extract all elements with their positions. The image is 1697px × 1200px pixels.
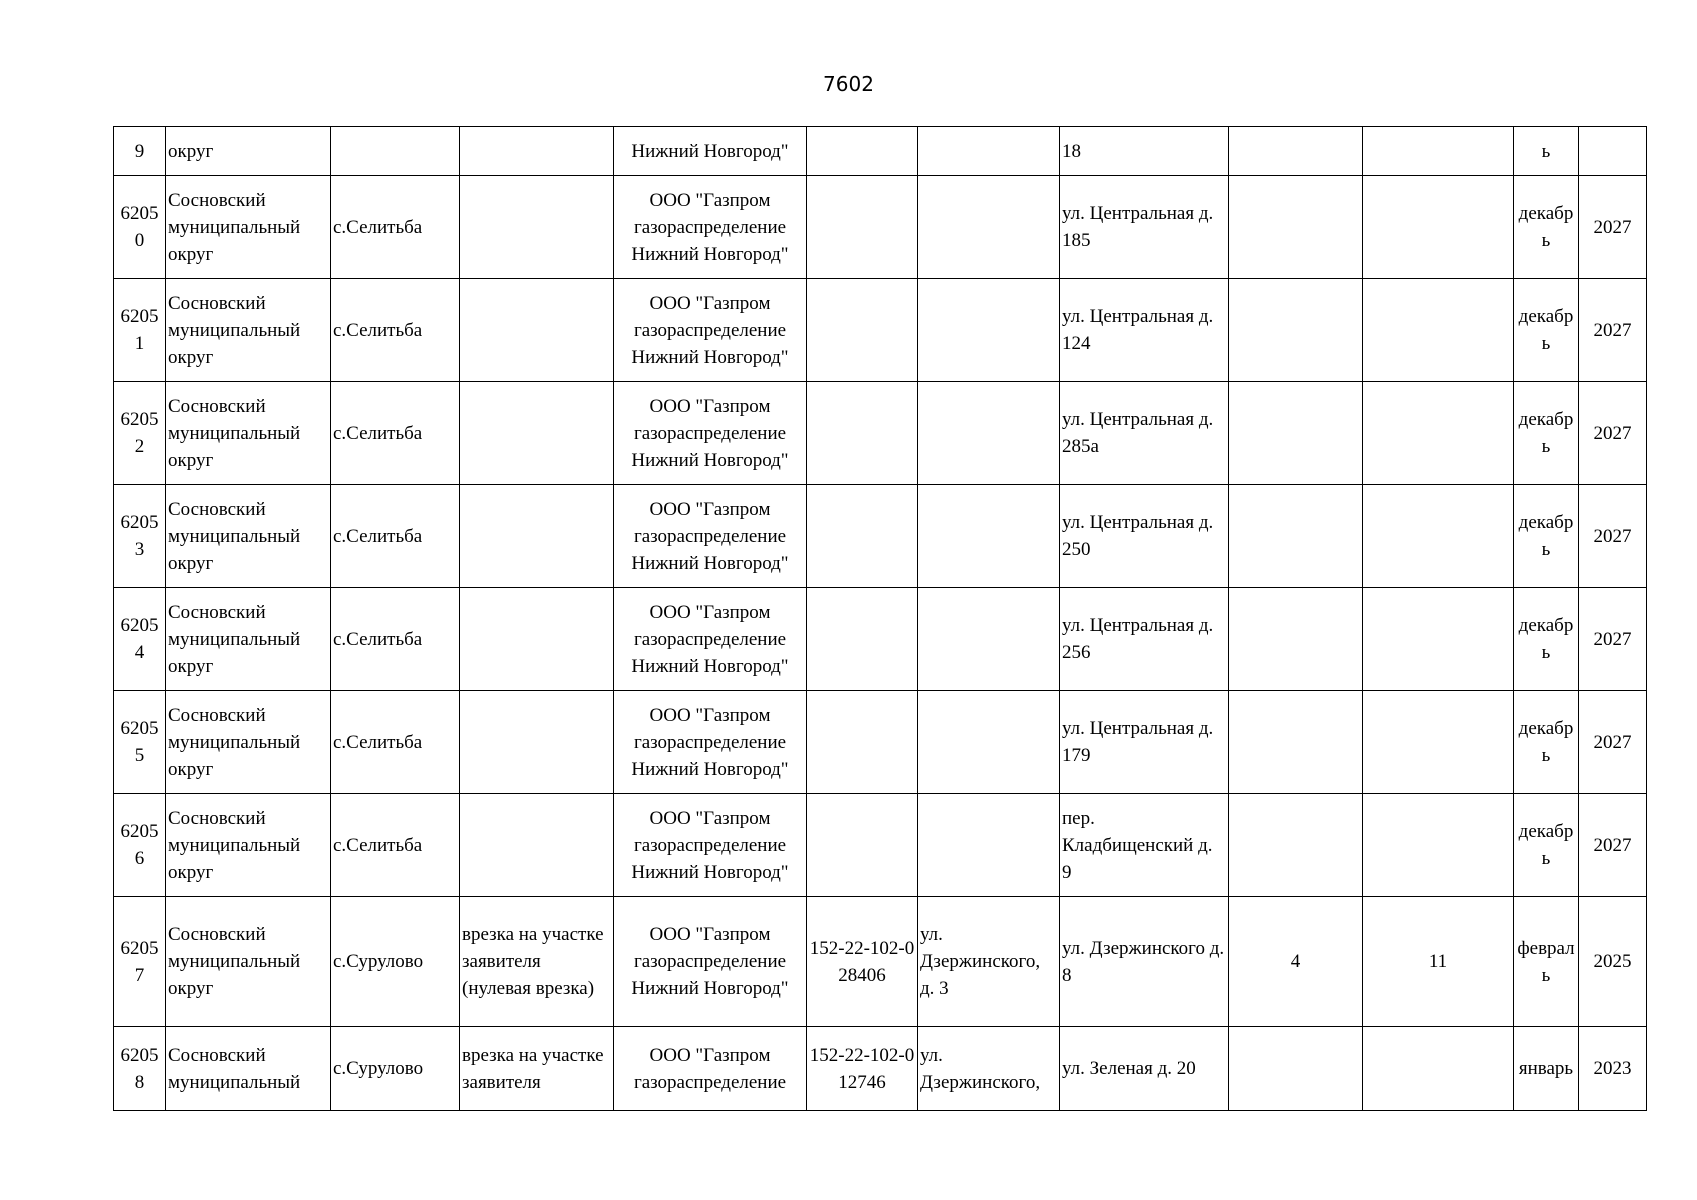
year-cell: 2027 — [1579, 382, 1647, 485]
address-to-cell: ул. Центральная д. 179 — [1060, 691, 1229, 794]
address-from-cell: ул. Дзержинского, — [918, 1027, 1060, 1111]
address-to-cell: ул. Центральная д. 250 — [1060, 485, 1229, 588]
organization-cell: ООО "Газпром газораспределение Нижний Новгород" — [614, 691, 807, 794]
locality-cell: с.Селитьба — [331, 485, 460, 588]
organization-cell: ООО "Газпром газораспределение Нижний Новгород" — [614, 588, 807, 691]
district-cell: округ — [166, 127, 331, 176]
object-code-cell — [807, 691, 918, 794]
quantity-cell — [1229, 1027, 1363, 1111]
address-from-cell — [918, 176, 1060, 279]
table-row — [114, 691, 1647, 794]
row-number-cell: 62050 — [114, 176, 166, 279]
organization-cell: ООО "Газпром газораспределение Нижний Новгород" — [614, 794, 807, 897]
table-row — [114, 382, 1647, 485]
district-cell: Сосновский муниципальный округ — [166, 588, 331, 691]
connection-method-cell — [460, 127, 614, 176]
month-cell: декабрь — [1514, 794, 1579, 897]
row-number-cell: 62051 — [114, 279, 166, 382]
value-cell — [1363, 588, 1514, 691]
year-cell: 2027 — [1579, 794, 1647, 897]
value-cell — [1363, 1027, 1514, 1111]
month-cell: ь — [1514, 127, 1579, 176]
row-number-cell: 62056 — [114, 794, 166, 897]
district-cell: Сосновский муниципальный округ — [166, 897, 331, 1027]
year-cell: 2027 — [1579, 691, 1647, 794]
address-from-cell — [918, 691, 1060, 794]
quantity-cell — [1229, 485, 1363, 588]
connection-method-cell — [460, 794, 614, 897]
row-number-cell: 9 — [114, 127, 166, 176]
address-from-cell — [918, 588, 1060, 691]
quantity-cell — [1229, 127, 1363, 176]
address-to-cell: ул. Центральная д. 285а — [1060, 382, 1229, 485]
quantity-cell — [1229, 279, 1363, 382]
organization-cell: ООО "Газпром газораспределение Нижний Новгород" — [614, 485, 807, 588]
organization-cell: ООО "Газпром газораспределение Нижний Новгород" — [614, 176, 807, 279]
value-cell — [1363, 382, 1514, 485]
quantity-cell — [1229, 176, 1363, 279]
row-number-cell: 62053 — [114, 485, 166, 588]
month-cell: декабрь — [1514, 176, 1579, 279]
address-to-cell: ул. Центральная д. 185 — [1060, 176, 1229, 279]
quantity-cell: 4 — [1229, 897, 1363, 1027]
month-cell: декабрь — [1514, 279, 1579, 382]
row-number-cell: 62057 — [114, 897, 166, 1027]
year-cell: 2025 — [1579, 897, 1647, 1027]
month-cell: декабрь — [1514, 588, 1579, 691]
locality-cell: с.Селитьба — [331, 691, 460, 794]
table-row — [114, 588, 1647, 691]
locality-cell: с.Селитьба — [331, 176, 460, 279]
value-cell — [1363, 176, 1514, 279]
address-from-cell — [918, 279, 1060, 382]
district-cell: Сосновский муниципальный — [166, 1027, 331, 1111]
connection-method-cell — [460, 382, 614, 485]
data-table — [113, 126, 1647, 1111]
page-number: 7602 — [823, 72, 874, 96]
connection-method-cell — [460, 485, 614, 588]
year-cell — [1579, 127, 1647, 176]
row-number-cell: 62054 — [114, 588, 166, 691]
table-row — [114, 485, 1647, 588]
district-cell: Сосновский муниципальный округ — [166, 485, 331, 588]
object-code-cell — [807, 588, 918, 691]
object-code-cell — [807, 279, 918, 382]
locality-cell: с.Сурулово — [331, 1027, 460, 1111]
month-cell: декабрь — [1514, 485, 1579, 588]
address-from-cell — [918, 382, 1060, 485]
locality-cell: с.Селитьба — [331, 588, 460, 691]
table-row — [114, 794, 1647, 897]
locality-cell: с.Селитьба — [331, 794, 460, 897]
locality-cell — [331, 127, 460, 176]
quantity-cell — [1229, 382, 1363, 485]
month-cell: декабрь — [1514, 691, 1579, 794]
value-cell — [1363, 794, 1514, 897]
locality-cell: с.Сурулово — [331, 897, 460, 1027]
table-row — [114, 897, 1647, 1027]
value-cell — [1363, 691, 1514, 794]
quantity-cell — [1229, 691, 1363, 794]
connection-method-cell — [460, 176, 614, 279]
month-cell: январь — [1514, 1027, 1579, 1111]
month-cell: февраль — [1514, 897, 1579, 1027]
object-code-cell — [807, 485, 918, 588]
locality-cell: с.Селитьба — [331, 279, 460, 382]
organization-cell: ООО "Газпром газораспределение — [614, 1027, 807, 1111]
connection-method-cell: врезка на участке заявителя (нулевая врезка) — [460, 897, 614, 1027]
year-cell: 2027 — [1579, 588, 1647, 691]
address-to-cell: 18 — [1060, 127, 1229, 176]
district-cell: Сосновский муниципальный округ — [166, 176, 331, 279]
object-code-cell: 152-22-102-012746 — [807, 1027, 918, 1111]
table-row — [114, 279, 1647, 382]
district-cell: Сосновский муниципальный округ — [166, 691, 331, 794]
quantity-cell — [1229, 794, 1363, 897]
row-number-cell: 62055 — [114, 691, 166, 794]
year-cell: 2027 — [1579, 485, 1647, 588]
connection-method-cell: врезка на участке заявителя — [460, 1027, 614, 1111]
value-cell: 11 — [1363, 897, 1514, 1027]
table-row — [114, 1027, 1647, 1111]
quantity-cell — [1229, 588, 1363, 691]
object-code-cell — [807, 794, 918, 897]
connection-method-cell — [460, 691, 614, 794]
organization-cell: Нижний Новгород" — [614, 127, 807, 176]
address-to-cell: пер. Кладбищенский д. 9 — [1060, 794, 1229, 897]
address-to-cell: ул. Зеленая д. 20 — [1060, 1027, 1229, 1111]
district-cell: Сосновский муниципальный округ — [166, 794, 331, 897]
organization-cell: ООО "Газпром газораспределение Нижний Новгород" — [614, 382, 807, 485]
district-cell: Сосновский муниципальный округ — [166, 382, 331, 485]
organization-cell: ООО "Газпром газораспределение Нижний Новгород" — [614, 897, 807, 1027]
address-from-cell — [918, 127, 1060, 176]
organization-cell: ООО "Газпром газораспределение Нижний Новгород" — [614, 279, 807, 382]
object-code-cell — [807, 382, 918, 485]
address-from-cell: ул. Дзержинского, д. 3 — [918, 897, 1060, 1027]
address-to-cell: ул. Дзержинского д. 8 — [1060, 897, 1229, 1027]
table-row — [114, 176, 1647, 279]
year-cell: 2027 — [1579, 279, 1647, 382]
object-code-cell — [807, 127, 918, 176]
value-cell — [1363, 279, 1514, 382]
value-cell — [1363, 127, 1514, 176]
connection-method-cell — [460, 279, 614, 382]
address-to-cell: ул. Центральная д. 256 — [1060, 588, 1229, 691]
year-cell: 2027 — [1579, 176, 1647, 279]
address-to-cell: ул. Центральная д. 124 — [1060, 279, 1229, 382]
address-from-cell — [918, 794, 1060, 897]
row-number-cell: 62052 — [114, 382, 166, 485]
district-cell: Сосновский муниципальный округ — [166, 279, 331, 382]
month-cell: декабрь — [1514, 382, 1579, 485]
locality-cell: с.Селитьба — [331, 382, 460, 485]
table-row — [114, 127, 1647, 176]
object-code-cell: 152-22-102-028406 — [807, 897, 918, 1027]
row-number-cell: 62058 — [114, 1027, 166, 1111]
object-code-cell — [807, 176, 918, 279]
address-from-cell — [918, 485, 1060, 588]
year-cell: 2023 — [1579, 1027, 1647, 1111]
value-cell — [1363, 485, 1514, 588]
connection-method-cell — [460, 588, 614, 691]
